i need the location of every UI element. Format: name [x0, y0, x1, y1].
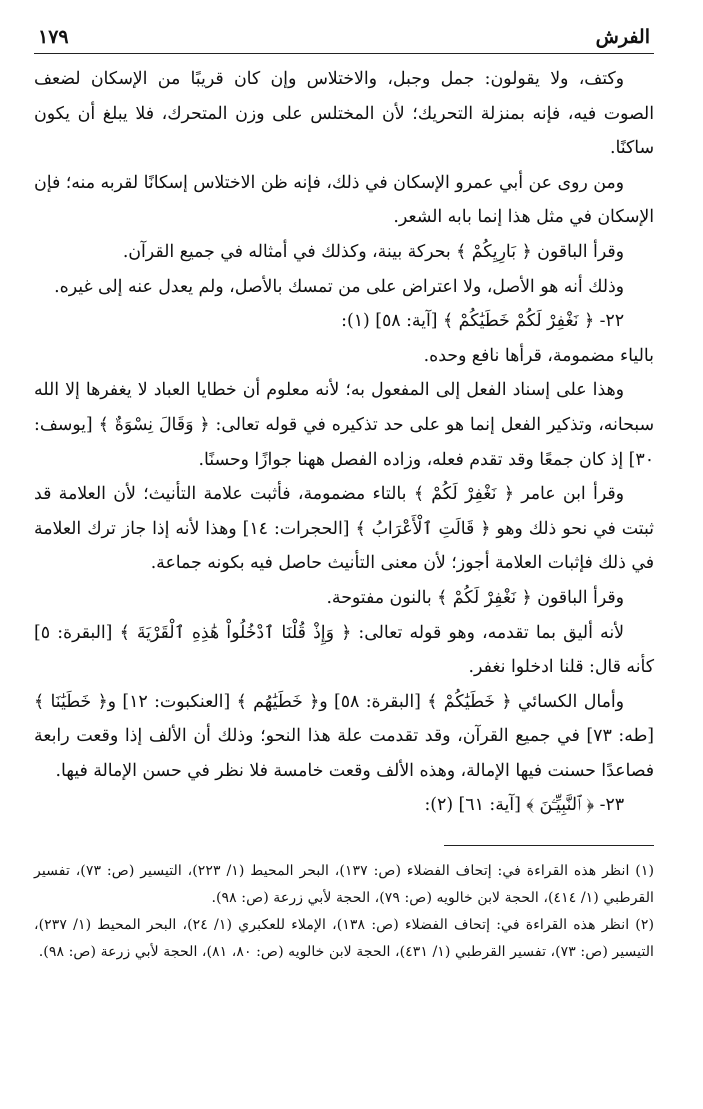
paragraph: بالياء مضمومة، قرأها نافع وحده.	[423, 345, 654, 366]
paragraph: وقرأ ابن عامر ﴿ نَغْفِرْ لَكُمْ ﴾ بالتاء مضمومة، فأثبت علامة التأنيث؛ لأن العلامة قد ثبتت في نحو ذلك وهو ﴿ قَالَتِ ٱلْأَعْرَابُ ﴾ [الحجرات: ١٤] وهذا لأنه إذا جاز ترك العلامة في ذلك فإثبات العلامة أجوز؛ لأن معنى التأنيث حاصل فيه بكونه جماعة.	[34, 484, 654, 574]
paragraph: وقرأ الباقون ﴿ نَغْفِرْ لَكُمْ ﴾ بالنون مفتوحة.	[326, 587, 624, 608]
paragraph: وقرأ الباقون ﴿ بَارِيِكُمْ ﴾ بحركة بينة، وكذلك في أمثاله في جميع القرآن.	[122, 241, 624, 262]
paragraph: وذلك أنه هو الأصل، ولا اعتراض على من تمسك بالأصل، ولم يعدل عنه إلى غيره.	[54, 276, 624, 297]
running-title: الفرش	[595, 26, 650, 48]
paragraph: لأنه أليق بما تقدمه، وهو قوله تعالى: ﴿ وَإِذْ قُلْنَا ٱدْخُلُواْ هَٰذِهِ ٱلْقَرْيَةَ ﴾ [البقرة: ٥] كأنه قال: قلنا ادخلوا نغفر.	[34, 622, 654, 678]
page-number: ١٧٩	[38, 26, 69, 48]
paragraph: ومن روى عن أبي عمرو الإسكان في ذلك، فإنه ظن الاختلاس إسكانًا لقربه منه؛ فإن الإسكان في مثل هذا إنما بابه الشعر.	[34, 172, 654, 228]
footnote-divider	[444, 845, 654, 846]
paragraph: وكتف، ولا يقولون: جمل وجبل، والاختلاس وإن كان قريبًا من الإسكان لضعف الصوت فيه، فإنه بمنزلة التحريك؛ لأن المختلس على وزن المتحرك، فلا يبلغ أن يكون ساكنًا.	[34, 69, 654, 159]
paragraph: وأمال الكسائي ﴿ خَطَيَٰكُمْ ﴾ [البقرة: ٥٨] و﴿ خَطَيَٰهُم ﴾ [العنكبوت: ١٢] و﴿ خَطَيَٰنَا ﴾ [طه: ٧٣] في جميع القرآن، وقد تقدمت علة هذا النحو؛ وذلك أن الألف إذا وقعت رابعة فصاعدًا حسنت فيها الإمالة، وهذه الألف وقعت خامسة فلا نظر في حسن الإمالة فيها.	[34, 691, 655, 781]
page	[34, 26, 654, 966]
body-text	[34, 62, 654, 823]
section-heading: ٢٣- ﴿ ٱلنَّبِيِّـۧنَ ﴾ [آية: ٦١] (٢):	[424, 795, 624, 816]
section-heading: ٢٢- ﴿ نَغْفِرْ لَكُمْ خَطَيَٰكُمْ ﴾ [آية: ٥٨] (١):	[341, 311, 624, 332]
footnotes	[34, 858, 654, 966]
paragraph: وهذا على إسناد الفعل إلى المفعول به؛ لأنه معلوم أن خطايا العباد لا يغفرها إلا الله سبحانه، وتذكير الفعل إنما هو على حد تذكيره في قوله تعالى: ﴿ وَقَالَ نِسْوَةٌ ﴾ [يوسف: ٣٠] إذ كان جمعًا وقد تقدم فعله، وزاده الفصل ههنا جوازًا وحسنًا.	[34, 380, 654, 470]
page-header	[34, 26, 654, 54]
footnote: (٢) انظر هذه القراءة في: إتحاف الفضلاء (ص: ١٣٨)، الإملاء للعكبري (١/ ٢٤)، البحر المحيط (١/ ٢٣٧)، التيسير (ص: ٧٣)، تفسير القرطبي (١/ ٤٣١)، الحجة لابن خالويه (ص: ٨٠، ٨١)، الحجة لأبي زرعة (ص: ٩٨).	[34, 917, 655, 961]
footnote: (١) انظر هذه القراءة في: إتحاف الفضلاء (ص: ١٣٧)، البحر المحيط (١/ ٢٢٣)، التيسير (ص: ٧٣)، تفسير القرطبي (١/ ٤١٤)، الحجة لابن خالويه (ص: ٧٩)، الحجة لأبي زرعة (ص: ٩٨).	[34, 863, 654, 907]
